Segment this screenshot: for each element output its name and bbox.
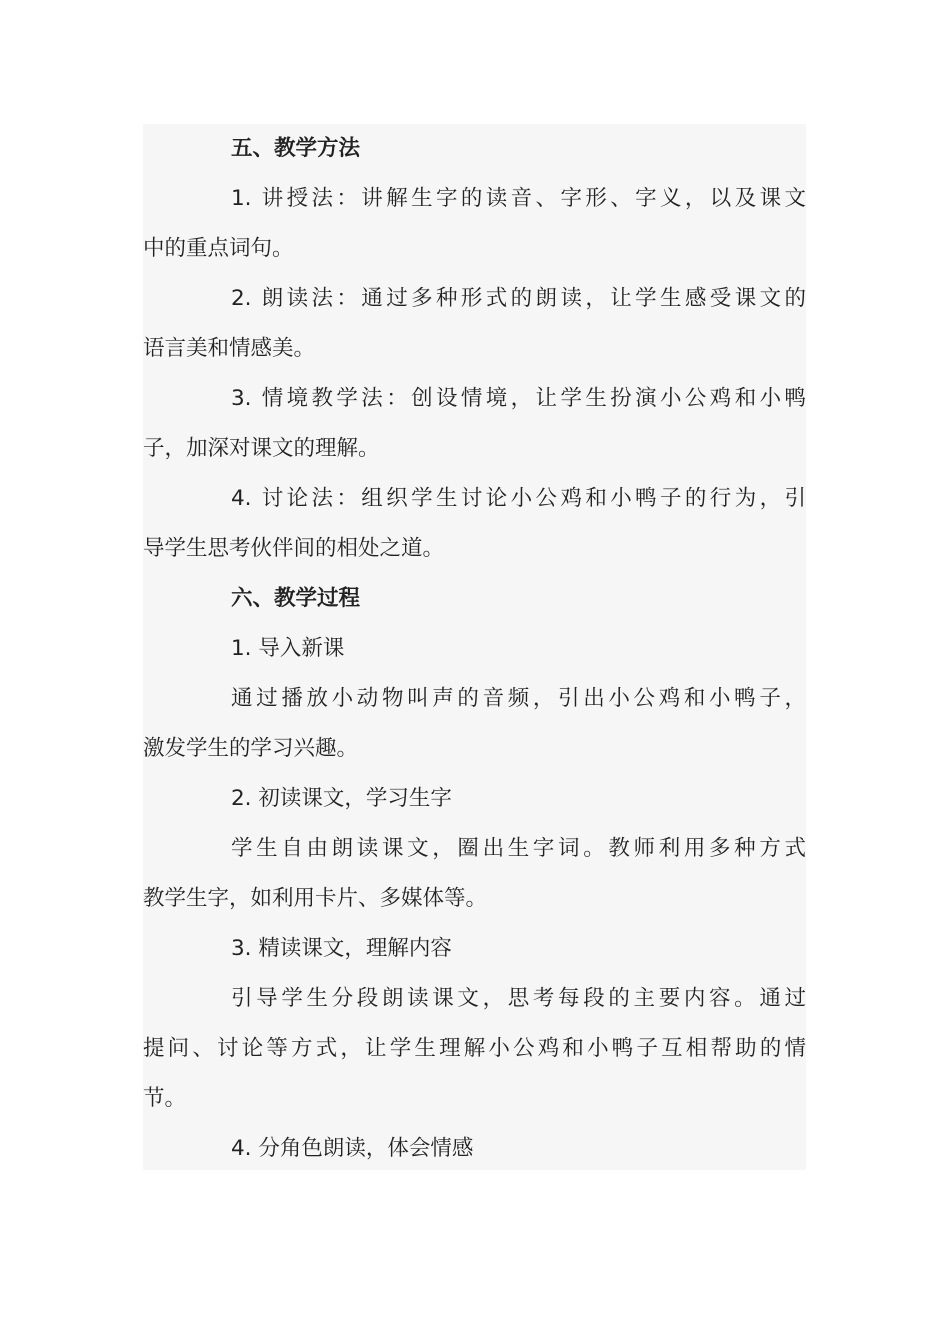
paragraph-line: 学生自由朗读课文，圈出生字词。教师利用多种方式 bbox=[231, 836, 806, 861]
paragraph-line: 教学生字，如利用卡片、多媒体等。 bbox=[143, 886, 488, 911]
document-content bbox=[143, 124, 806, 1170]
step-heading: 2. 初读课文，学习生字 bbox=[231, 786, 452, 811]
step-heading: 4. 分角色朗读，体会情感 bbox=[231, 1136, 474, 1161]
paragraph-line: 1. 讲授法：讲解生字的读音、字形、字义，以及课文 bbox=[231, 186, 806, 211]
paragraph-line: 2. 朗读法：通过多种形式的朗读，让学生感受课文的 bbox=[231, 286, 806, 311]
paragraph-line: 3. 情境教学法：创设情境，让学生扮演小公鸡和小鸭 bbox=[231, 386, 806, 411]
paragraph-line: 子，加深对课文的理解。 bbox=[143, 436, 380, 461]
paragraph-line: 语言美和情感美。 bbox=[143, 336, 316, 361]
step-heading: 3. 精读课文，理解内容 bbox=[231, 936, 452, 961]
paragraph-line: 中的重点词句。 bbox=[143, 236, 294, 261]
paragraph-line: 通过播放小动物叫声的音频，引出小公鸡和小鸭子， bbox=[231, 686, 806, 711]
paragraph-line: 节。 bbox=[143, 1086, 187, 1111]
paragraph-line: 引导学生分段朗读课文，思考每段的主要内容。通过 bbox=[231, 986, 806, 1011]
section-heading-methods: 五、教学方法 bbox=[231, 136, 361, 161]
paragraph-line: 激发学生的学习兴趣。 bbox=[143, 736, 359, 761]
step-heading: 1. 导入新课 bbox=[231, 636, 345, 661]
section-heading-process: 六、教学过程 bbox=[231, 586, 361, 611]
paragraph-line: 4. 讨论法：组织学生讨论小公鸡和小鸭子的行为，引 bbox=[231, 486, 806, 511]
paragraph-line: 导学生思考伙伴间的相处之道。 bbox=[143, 536, 445, 561]
paragraph-line: 提问、讨论等方式，让学生理解小公鸡和小鸭子互相帮助的情 bbox=[143, 1036, 806, 1061]
